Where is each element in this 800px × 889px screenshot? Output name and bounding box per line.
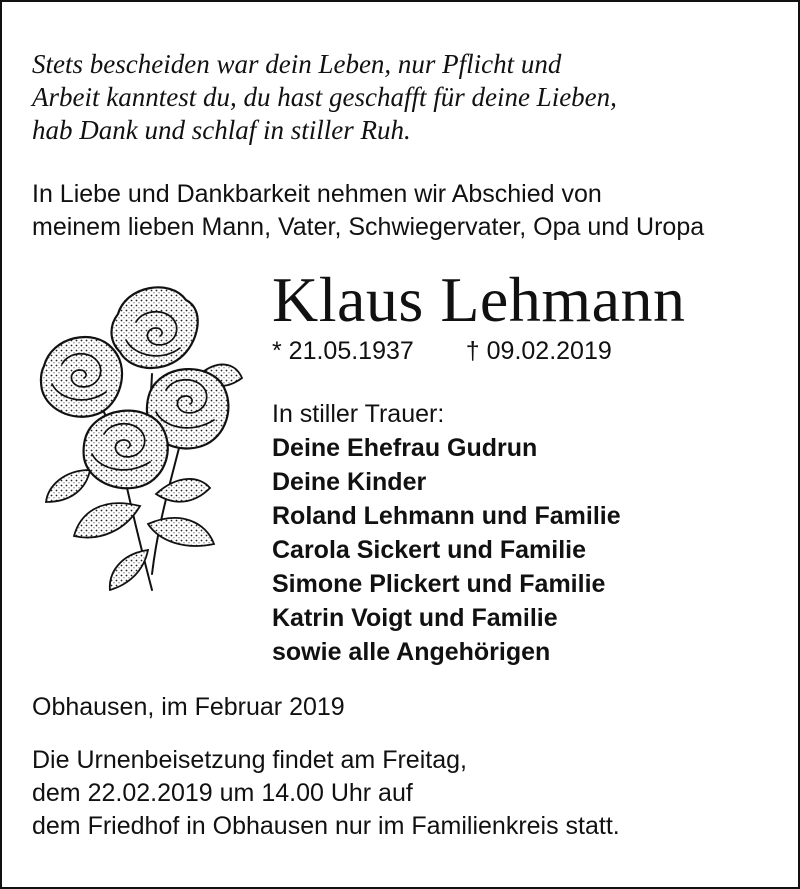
- mourner-name: Deine Ehefrau Gudrun: [272, 434, 538, 462]
- mourners-heading: In stiller Trauer:: [272, 400, 445, 428]
- poem: [32, 48, 617, 147]
- mourner-name: Simone Plickert und Familie: [272, 570, 606, 598]
- funeral-line: dem Friedhof in Obhausen nur im Familienkreis statt.: [32, 812, 620, 840]
- funeral-line: Die Urnenbeisetzung findet am Freitag,: [32, 746, 467, 774]
- deceased-name: Klaus Lehmann: [272, 264, 686, 335]
- roses-bouquet-icon: [30, 274, 250, 594]
- mourner-name: Carola Sickert und Familie: [272, 536, 586, 564]
- intro-line: meinem lieben Mann, Vater, Schwiegervater, Opa und Uropa: [32, 213, 705, 241]
- mourner-name: Roland Lehmann und Familie: [272, 502, 621, 530]
- funeral-line: dem 22.02.2019 um 14.00 Uhr auf: [32, 779, 413, 807]
- mourners-list: [272, 397, 621, 669]
- funeral-details: [32, 744, 620, 843]
- poem-line: Arbeit kanntest du, du hast geschafft für deine Lieben,: [32, 82, 617, 112]
- mourner-name: Deine Kinder: [272, 468, 427, 496]
- poem-line: Stets bescheiden war dein Leben, nur Pflicht und: [32, 49, 562, 79]
- place-and-date: Obhausen, im Februar 2019: [32, 693, 345, 721]
- life-dates: [272, 336, 612, 366]
- poem-line: hab Dank und schlaf in stiller Ruh.: [32, 115, 411, 145]
- intro-line: In Liebe und Dankbarkeit nehmen wir Abschied von: [32, 180, 602, 208]
- mourner-name: sowie alle Angehörigen: [272, 638, 551, 666]
- death-date: † 09.02.2019: [465, 337, 612, 365]
- birth-date: * 21.05.1937: [272, 337, 414, 365]
- mourner-name: Katrin Voigt und Familie: [272, 604, 558, 632]
- farewell-intro: [32, 178, 704, 244]
